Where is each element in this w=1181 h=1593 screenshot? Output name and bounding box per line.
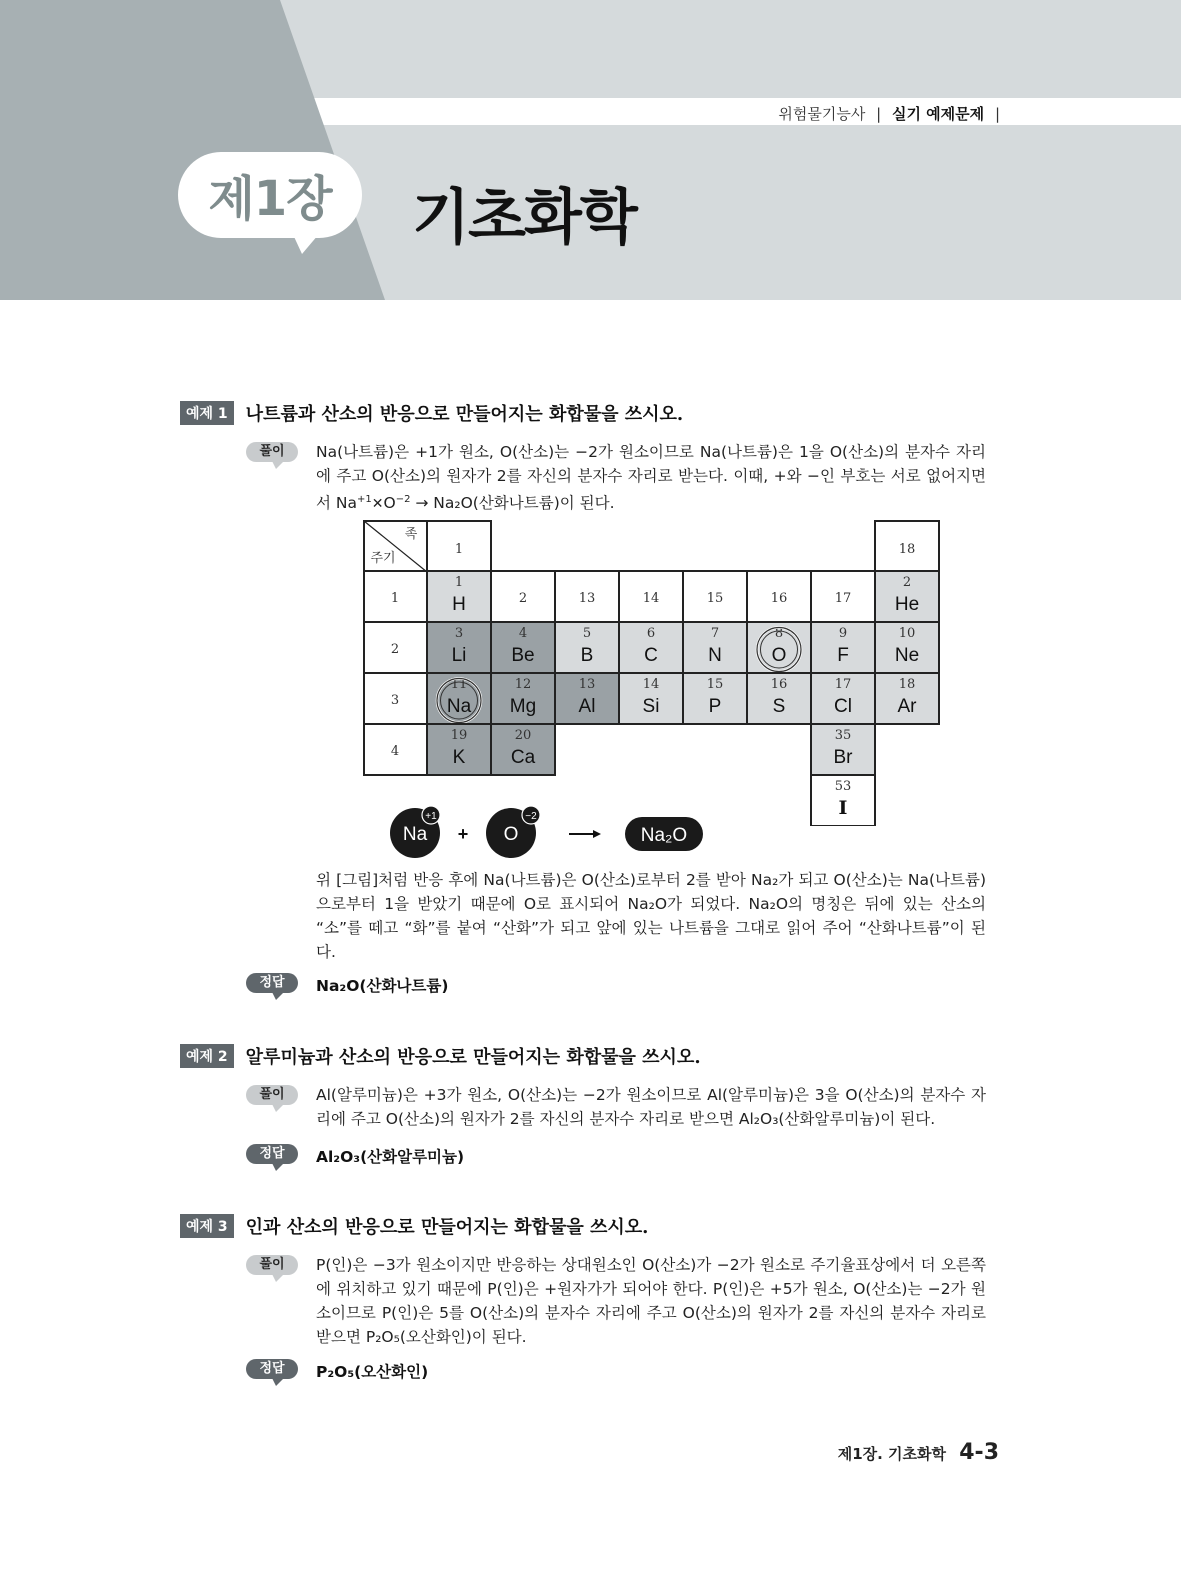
element-symbol: He <box>894 594 920 615</box>
atomic-number: 16 <box>770 677 788 692</box>
element-symbol: I <box>838 797 848 819</box>
atomic-number: 6 <box>646 626 656 641</box>
element-symbol: Ar <box>897 696 917 717</box>
atomic-number: 15 <box>706 677 724 692</box>
example-1-solution-explanation: 위 [그림]처럼 반응 후에 Na(나트륨)은 O(산소)로부터 2를 받아 Na₂가 되고 O(산소)는 Na(나트륨)으로부터 1을 받았기 때문에 O로 표시되어 Na₂O가 되었다. Na₂O의 명칭은 뒤에 있는 산소의 “소”를 떼고 “화”를 붙여 “산화”가 되고 앞에 있는 나트륨을 그대로 읽어 주어 “산화나트륨”이 된다. <box>316 871 986 961</box>
element-symbol: Ne <box>894 645 920 666</box>
page-number: 4-3 <box>959 1440 999 1465</box>
footer-chapter: 제1장. 기초화학 <box>837 1445 947 1463</box>
atomic-number: 14 <box>642 677 660 692</box>
group-label: 15 <box>706 591 724 606</box>
atomic-number: 4 <box>518 626 528 641</box>
element-symbol: Br <box>833 747 853 768</box>
period-label: 2 <box>390 642 400 657</box>
solution-label: 풀이 <box>246 442 298 462</box>
answer-label: 정답 <box>246 1144 298 1164</box>
element-symbol: P <box>708 696 722 717</box>
group-label: 16 <box>770 591 788 606</box>
cross-mark: ✕ <box>371 496 384 513</box>
atomic-number: 1 <box>454 575 464 590</box>
answer-label: 정답 <box>246 1359 298 1379</box>
product-formula: Na₂O <box>640 825 688 846</box>
atomic-number: 18 <box>898 677 916 692</box>
element-symbol: S <box>772 696 786 717</box>
charge-superscript: −2 <box>395 494 411 505</box>
example-question: 나트륨과 산소의 반응으로 만들어지는 화합물을 쓰시오. <box>245 404 684 425</box>
element-symbol: F <box>837 645 849 666</box>
breadcrumb-separator: | <box>876 105 882 123</box>
example-question: 인과 산소의 반응으로 만들어지는 화합물을 쓰시오. <box>245 1217 649 1238</box>
plus-sign: + <box>457 824 469 844</box>
reaction-arrow-head <box>593 830 601 838</box>
atomic-number: 8 <box>774 626 784 641</box>
element-symbol: O <box>771 645 787 666</box>
atomic-number: 13 <box>578 677 596 692</box>
reactant-2-symbol: O <box>503 824 519 845</box>
group-label: 13 <box>578 591 596 606</box>
group-label: 14 <box>642 591 660 606</box>
element-symbol: Be <box>511 645 535 666</box>
example-tag: 예제 3 <box>180 1214 234 1238</box>
chapter-badge-tail <box>290 228 324 254</box>
reactant-1-symbol: Na <box>402 824 428 845</box>
example-3-solution: P(인)은 −3가 원소이지만 반응하는 상대원소인 O(산소)가 −2가 원소로 주기율표상에서 더 오른쪽에 위치하고 있기 때문에 P(인)은 +원자가가 되어야 한다. P(인)은 +5가 원소, O(산소)는 −2가 원소이므로 P(인)은 5를 O(산소)의 분자수 자리에 주고 O(산소)의 원자가 2를 자신의 분자수 자리로 받으면 P₂O₅(오산화인)이 된다. <box>316 1256 986 1346</box>
atomic-number: 2 <box>902 575 912 590</box>
element-symbol: C <box>644 645 658 666</box>
atomic-number: 53 <box>834 779 852 794</box>
atomic-number: 17 <box>834 677 852 692</box>
atomic-number: 19 <box>450 728 468 743</box>
periodic-table <box>363 520 943 826</box>
element-symbol: Al <box>578 696 596 717</box>
atomic-number: 12 <box>514 677 532 692</box>
example-1-solution-intro <box>316 440 986 516</box>
element-symbol: Si <box>642 696 660 717</box>
charge-superscript: +1 <box>357 494 372 505</box>
reaction-diagram <box>385 803 715 865</box>
example-question: 알루미늄과 산소의 반응으로 만들어지는 화합물을 쓰시오. <box>245 1047 701 1068</box>
header-breadcrumb <box>778 103 1006 124</box>
corner-group-label: 족 <box>404 527 418 542</box>
example-3-heading <box>180 1213 648 1239</box>
chapter-label: 제1장 <box>208 171 332 227</box>
example-2-answer: Al₂O₃(산화알루미늄) <box>316 1148 465 1166</box>
period-label: 4 <box>390 744 400 759</box>
period-label: 1 <box>390 591 400 606</box>
group-label: 18 <box>898 542 916 557</box>
period-label: 3 <box>390 693 400 708</box>
element-symbol: Cl <box>834 696 852 717</box>
element-symbol: B <box>580 645 594 666</box>
atomic-number: 3 <box>454 626 464 641</box>
answer-label: 정답 <box>246 973 298 993</box>
solution-text: Na(나트륨)은 +1가 원소, O(산소)는 −2가 원소이므로 Na(나트륨)은 1을 O(산소)의 분자수 자리에 주고 O(산소)의 원자가 2를 자신의 분자수 자리로 받는다. 이때, +와 −인 부호는 서로 없어지면서 Na <box>316 443 986 513</box>
chapter-title: 기초화학 <box>412 183 636 253</box>
breadcrumb-separator: | <box>994 105 1000 123</box>
solution-label: 풀이 <box>246 1085 298 1105</box>
oxygen-symbol: O <box>383 494 396 513</box>
element-symbol: N <box>708 645 722 666</box>
example-tag: 예제 2 <box>180 1044 234 1068</box>
group-label: 2 <box>518 591 528 606</box>
element-symbol: Mg <box>509 696 537 717</box>
example-1-answer: Na₂O(산화나트륨) <box>316 977 449 995</box>
example-2-solution: Al(알루미늄)은 +3가 원소, O(산소)는 −2가 원소이므로 Al(알루미늄)은 3을 O(산소)의 분자수 자리에 주고 O(산소)의 원자가 2를 자신의 분자수 자리로 받으면 Al₂O₃(산화알루미늄)이 된다. <box>316 1086 986 1128</box>
atomic-number: 20 <box>514 728 532 743</box>
element-symbol: H <box>452 594 466 615</box>
atomic-number: 10 <box>898 626 916 641</box>
element-symbol: Na <box>446 696 472 717</box>
atomic-number: 9 <box>838 626 848 641</box>
solution-text-tail: → Na₂O(산화나트륨)이 된다. <box>410 494 615 513</box>
atomic-number: 7 <box>710 626 720 641</box>
example-tag: 예제 1 <box>180 401 234 425</box>
reactant-1-charge: +1 <box>425 811 437 822</box>
example-1-heading <box>180 400 683 426</box>
corner-period-label: 주기 <box>370 551 396 566</box>
example-2-heading <box>180 1043 701 1069</box>
book-title: 위험물기능사 <box>778 105 866 123</box>
example-3-answer: P₂O₅(오산화인) <box>316 1363 429 1381</box>
atomic-number: 5 <box>582 626 592 641</box>
element-symbol: K <box>452 747 466 768</box>
page-footer <box>838 1440 999 1465</box>
atomic-number: 35 <box>834 728 852 743</box>
atomic-number: 11 <box>450 677 468 692</box>
element-symbol: Ca <box>510 747 536 768</box>
solution-label: 풀이 <box>246 1255 298 1275</box>
group-label: 17 <box>834 591 852 606</box>
section-title: 실기 예제문제 <box>891 105 985 123</box>
group-label: 1 <box>454 542 464 557</box>
reactant-2-charge: −2 <box>525 811 537 822</box>
element-symbol: Li <box>451 645 467 666</box>
